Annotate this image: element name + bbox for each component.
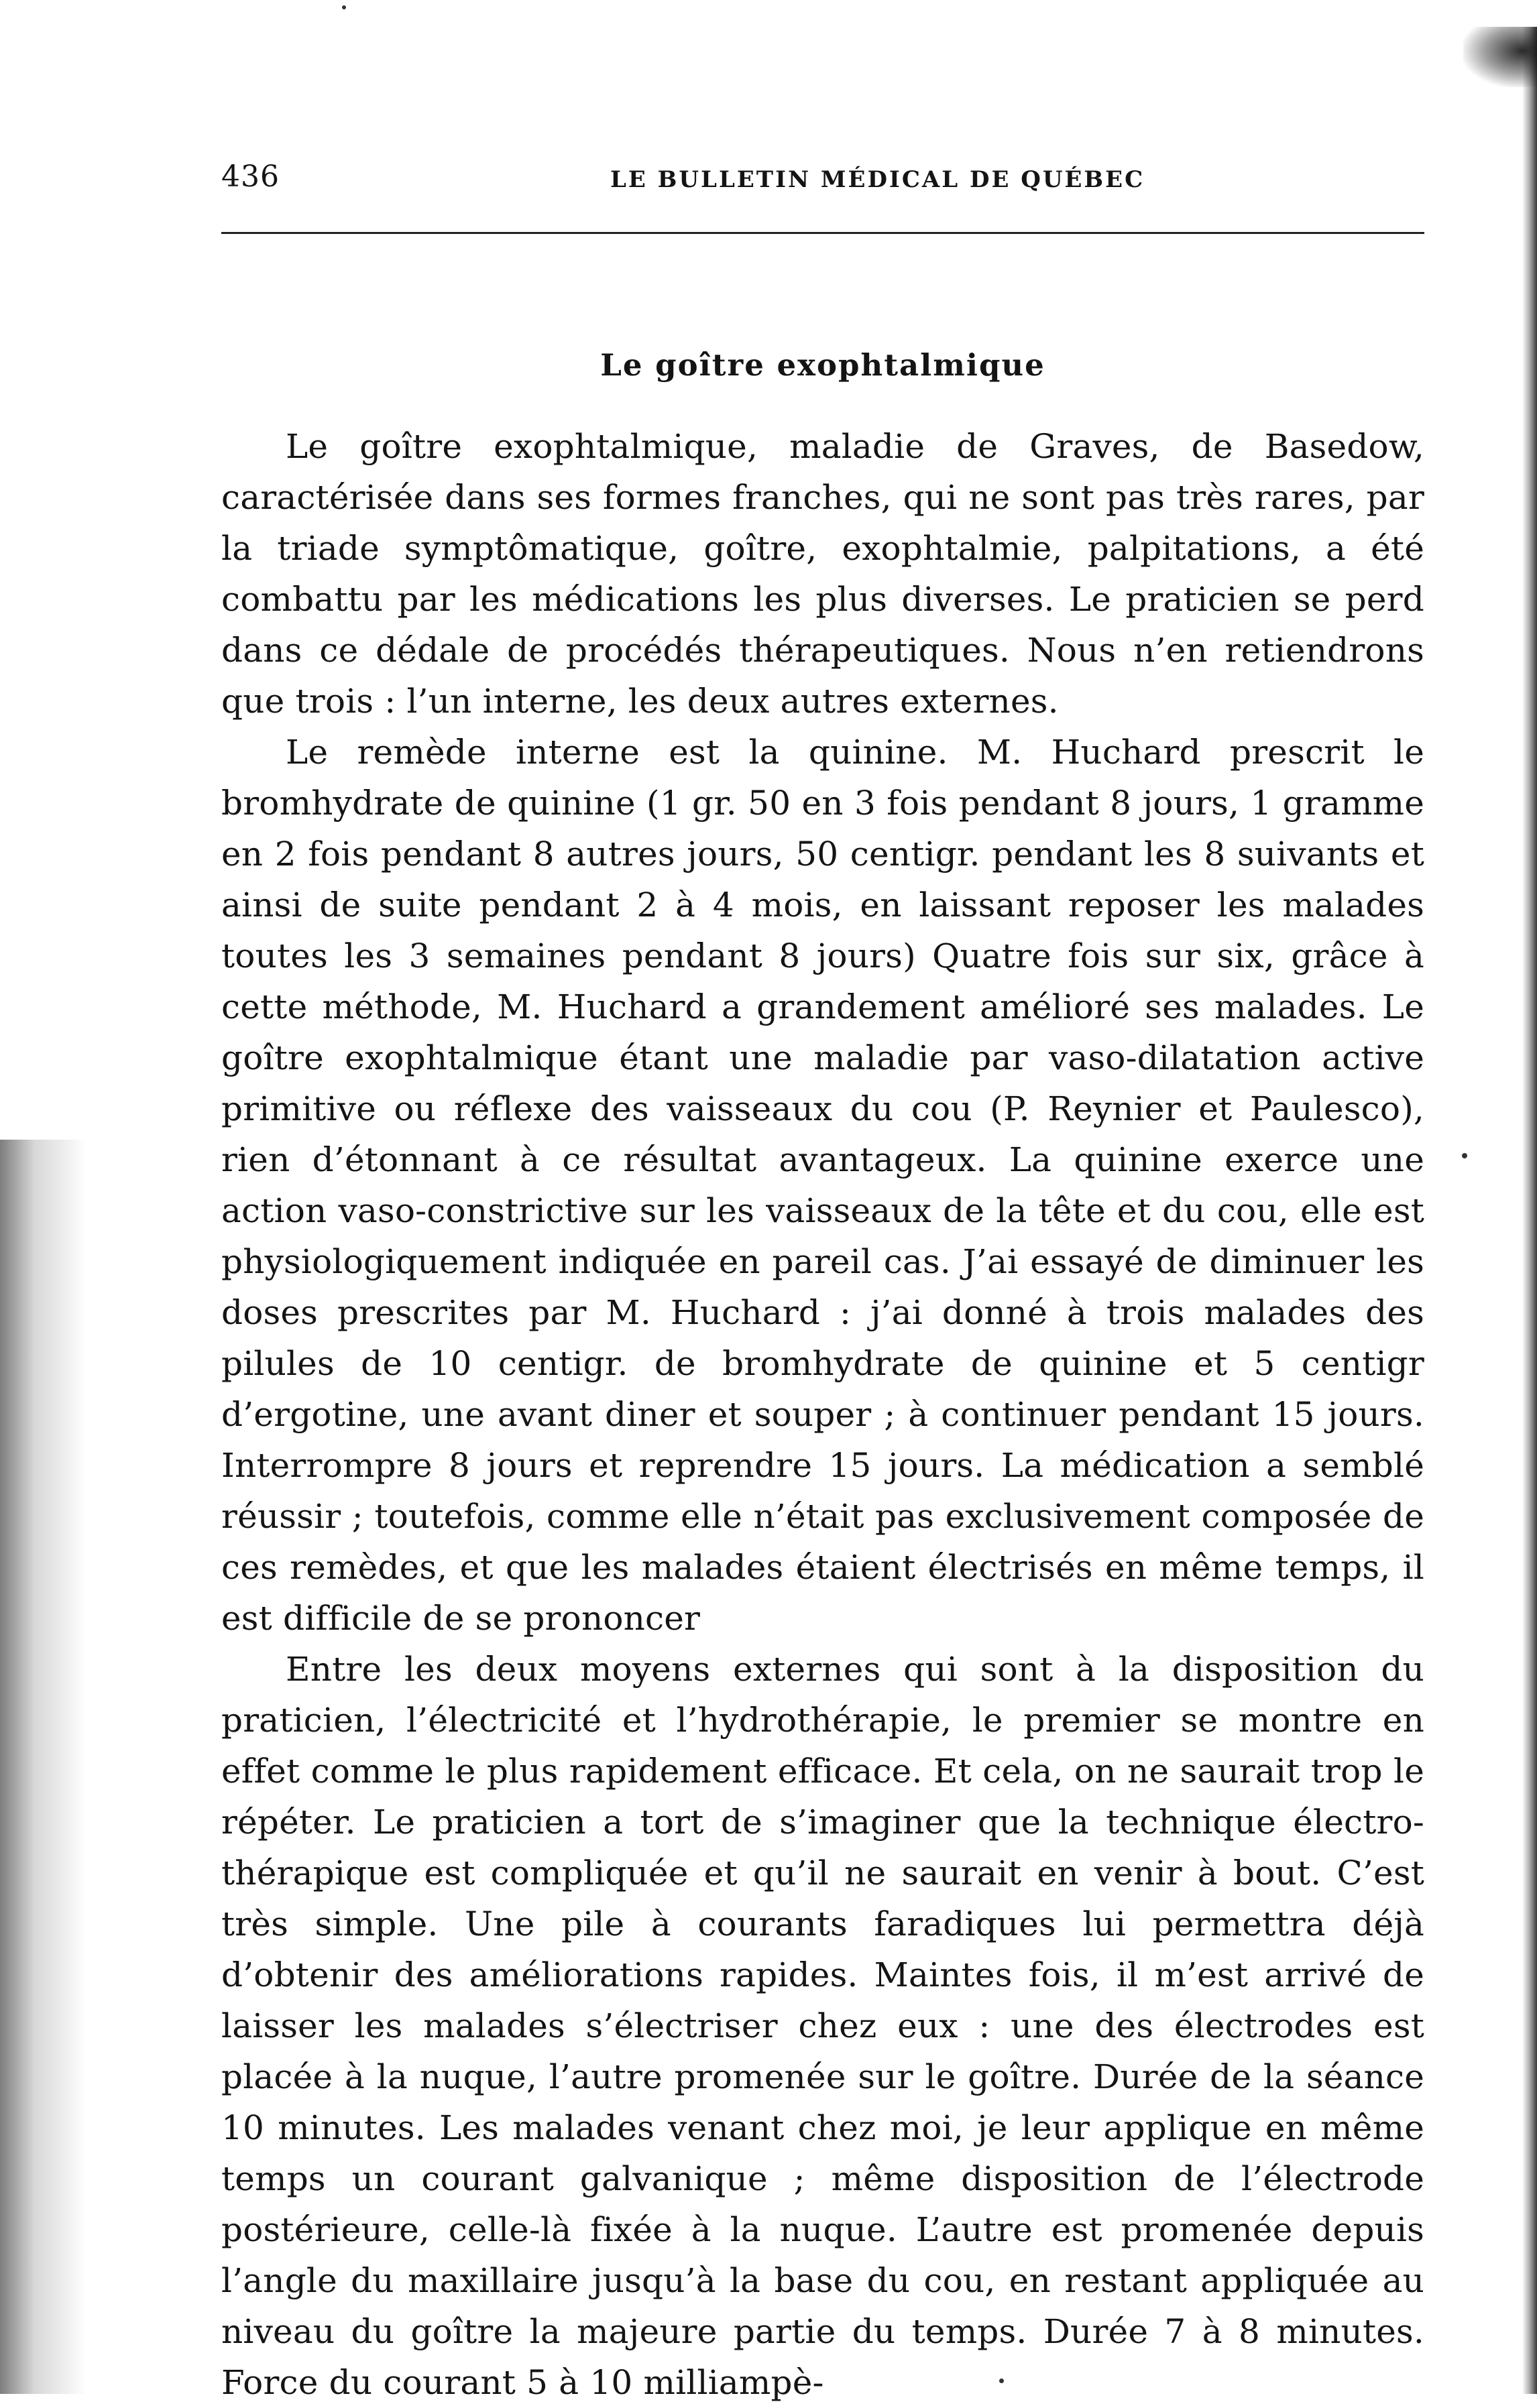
paragraph-2: Le remède interne est la quinine. M. Huchard prescrit le bromhydrate de quinine (1 gr. 50 en 3 fois pendant 8 jours, 1 gramme en 2 fois pendant 8 autres jours, 50 centigr. pendant les 8 suivants et ainsi de suite pendant 2 à 4 mois, en laissant reposer les malades toutes les 3 semaines pendant 8 jours) Quatre fois sur six, grâce à cette méthode, M. Huchard a grandement amélioré ses malades. Le goître exophtalmique étant une maladie par vaso-dilatation active primitive ou réflexe des vaisseaux du cou (P. Reynier et Paulesco), rien d’étonnant à ce résultat avantageux. La quinine exerce une action vaso-constrictive sur les vaisseaux de la tête et du cou, elle est physiologiquement indiquée en pareil cas. J’ai essayé de diminuer les doses prescrites par M. Huchard : j’ai donné à trois malades des pilules de 10 centigr. de bromhydrate de quinine et 5 centigr d’ergotine, une avant diner et souper ; à continuer pendant 15 jours. Interrompre 8 jours et reprendre 15 jours. La médication a semblé réussir ; toutefois, comme elle n’était pas exclusivement composée de ces remèdes, et que les malades étaient électrisés en même temps, il est difficile de se prononcer bbox=[221, 733, 1424, 1638]
scan-speck bbox=[999, 2379, 1004, 2383]
scan-speck bbox=[342, 5, 346, 9]
page-number: 436 bbox=[221, 160, 280, 194]
scan-speck bbox=[1462, 1153, 1467, 1158]
running-head: LE BULLETIN MÉDICAL DE QUÉBEC bbox=[610, 166, 1145, 193]
page-edge-shadow bbox=[1522, 27, 1537, 2394]
article-title: Le goître exophtalmique bbox=[600, 347, 1045, 383]
binding-shadow bbox=[0, 1140, 87, 2394]
paragraph-3: Entre les deux moyens externes qui sont à la disposition du praticien, l’électricité et l’hydrothérapie, le premier se montre en effet comme le plus rapidement efficace. Et cela, on ne saurait trop le répéter. Le praticien a tort de s’imaginer que la technique électro-thérapique est compliquée et qu’il ne saurait en venir à bout. C’est très simple. Une pile à courants faradiques lui permettra déjà d’obtenir des améliorations rapides. Maintes fois, il m’est arrivé de laisser les malades s’électriser chez eux : une des électrodes est placée à la nuque, l’autre promenée sur le goître. Durée de la séance 10 minutes. Les malades venant chez moi, je leur applique en même temps un courant galvanique ; même disposition de l’électrode postérieure, celle-là fixée à la nuque. L’autre est promenée depuis l’angle du maxillaire jusqu’à la base du cou, en restant appliquée au niveau du goître la majeure partie du temps. Durée 7 à 8 minutes. Force du courant 5 à 10 milliampè- bbox=[221, 1650, 1424, 2402]
header-rule bbox=[221, 232, 1424, 234]
paragraph-1: Le goître exophtalmique, maladie de Graves, de Basedow, caractérisée dans ses formes franches, qui ne sont pas très rares, par la triade symptômatique, goître, exophtalmie, palpitations, a été combattu par les médications les plus diverses. Le praticien se perd dans ce dédale de procédés thérapeutiques. Nous n’en retiendrons que trois : l’un interne, les deux autres externes. bbox=[221, 427, 1424, 721]
article-body bbox=[221, 421, 1424, 2408]
page-corner-shadow bbox=[1463, 27, 1537, 87]
page-header bbox=[221, 160, 1424, 206]
